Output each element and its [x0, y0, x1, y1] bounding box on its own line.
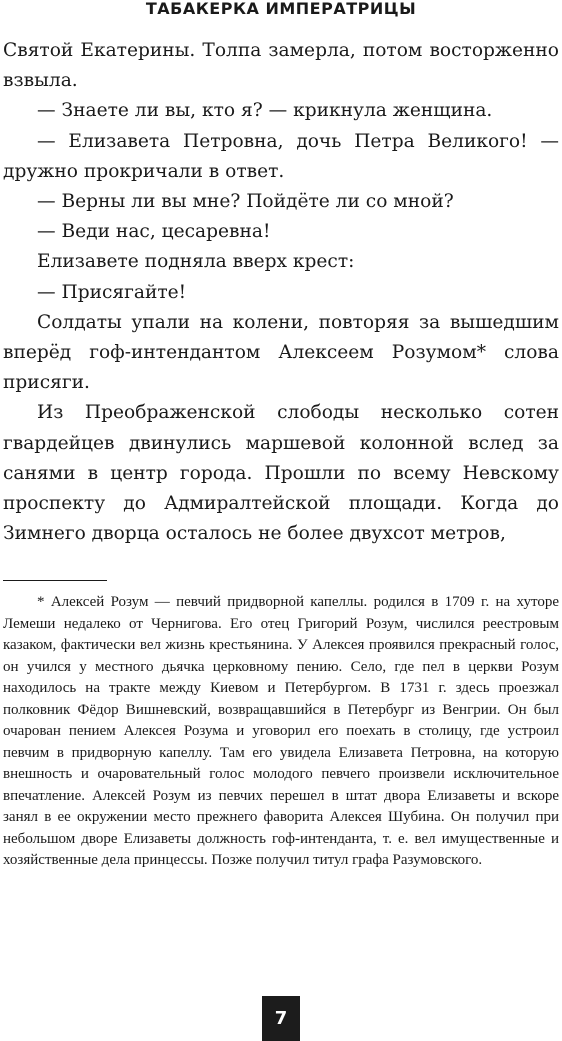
paragraph: Елизавете подняла вверх крест:: [37, 251, 355, 273]
running-head: ТАБАКЕРКА ИМПЕРАТРИЦЫ: [145, 0, 417, 18]
footnote-separator: [3, 580, 107, 581]
paragraph: Солдаты упали на колени, повторяя за вышедшим вперёд гоф-интендантом Алексеем Розумом* слова присяги.: [3, 311, 559, 394]
paragraph: — Присягайте!: [37, 281, 187, 303]
paragraph: Из Преображенской слободы несколько сотен гвардейцев двинулись маршевой колонной вслед за санями в центр города. Прошли по всему Невскому проспекту до Адмиралтейской площади. Когда до Зимнего дворца осталось не более двухсот метров,: [3, 402, 559, 545]
paragraph: — Веди нас, цесаревна!: [37, 221, 271, 243]
paragraph: Святой Екатерины. Толпа замерла, потом восторженно взвыла.: [3, 40, 559, 92]
footnote-text: * Алексей Розум — певчий придворной капеллы. родился в 1709 г. на хуторе Лемеши недалеко от Чернигова. Его отец Григорий Розум, числился реестровым казаком, фактически вел жизнь крестьянина. У Алексея проявился прекрасный голос, он учился у местного дьячка церковному пению. Село, где пел в церкви Розум находилось на тракте между Киевом и Петербургом. В 1731 г. здесь проезжал полковник Фёдор Вишневский, возвращавшийся в Петербург из Венгрии. Он был очарован пением Алексея Розума и уговорил его поехать в столицу, где устроил певчим в придворную капеллу. Там его увидела Елизавета Петровна, на которую внешность и очаровательный голос молодого певчего произвели исключительное впечатление. Алексей Розум из певчих перешел в штат двора Елизаветы и вскоре занял в ее окружении место прежнего фаворита Алексея Шубина. Он получил при небольшом дворе Елизаветы должность гоф-интенданта, т. е. вел имущественные и хозяйственные дела принцессы. Позже получил титул графа Разумовского.: [3, 594, 559, 868]
paragraph: — Верны ли вы мне? Пойдёте ли со мной?: [37, 191, 454, 213]
page-number: 7: [262, 996, 300, 1041]
main-text: [3, 36, 559, 549]
paragraph: — Знаете ли вы, кто я? — крикнула женщина.: [37, 100, 493, 122]
paragraph: — Елизавета Петровна, дочь Петра Великого! — дружно прокричали в ответ.: [3, 130, 559, 182]
footnote: [3, 592, 559, 872]
